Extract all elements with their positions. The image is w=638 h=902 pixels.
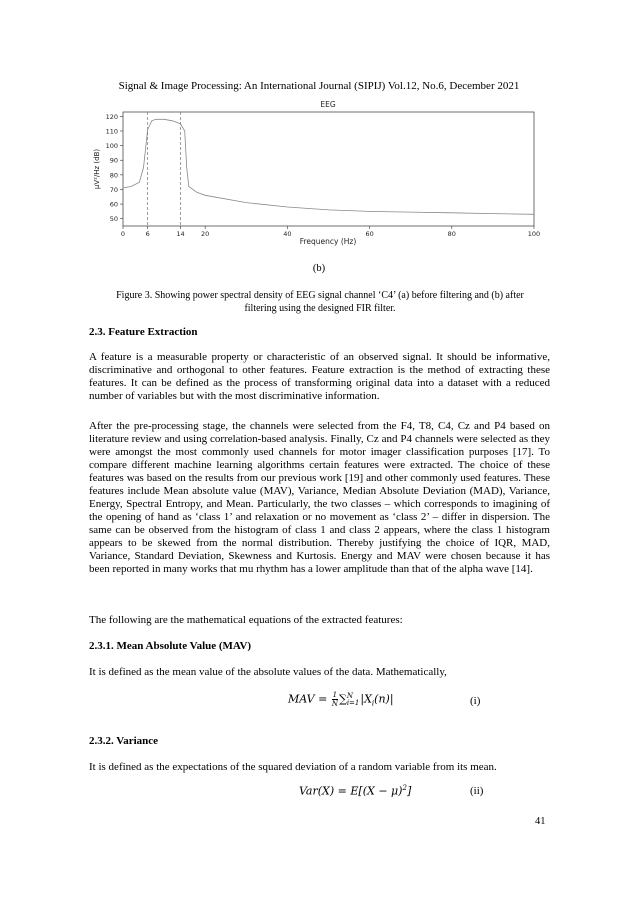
variance-description: It is defined as the expectations of the squared deviation of a random variable from its mean. (89, 761, 497, 773)
paragraph-1: A feature is a measurable property or characteristic of an observed signal. It should be informative, discriminative and orthogonal to other features. Feature extraction is the method of extracting these features. It can be defined as the process of transforming original data into a dataset with a reduced number of variables but with the most discriminative information. (89, 351, 550, 402)
x-tick-label: 0 (120, 230, 126, 238)
eq2-text: Var(X) = E[(X − μ) (299, 784, 403, 798)
section-heading: 2.3. Feature Extraction (89, 326, 198, 338)
paragraph-3: The following are the mathematical equations of the extracted features: (89, 614, 403, 626)
x-tick-label: 80 (447, 230, 456, 238)
equation-mav (288, 691, 394, 708)
x-tick-label: 40 (283, 230, 292, 238)
subsection-heading-variance: 2.3.2. Variance (89, 735, 159, 747)
eq1-sum-limits (347, 693, 360, 707)
y-tick-label: 100 (105, 142, 118, 151)
y-tick-label: 80 (109, 171, 118, 180)
eeg-psd-chart (80, 98, 550, 258)
y-tick-label: 70 (109, 185, 118, 194)
x-axis-label: Frequency (Hz) (299, 237, 357, 246)
eq1-fraction (332, 691, 338, 708)
subfigure-label: (b) (312, 263, 326, 274)
figure-caption (90, 290, 550, 315)
x-tick-label: 60 (365, 230, 374, 238)
eq2-sup: 2 (402, 784, 407, 792)
paragraph-2: After the pre-processing stage, the channels were selected from the F4, T8, C4, Cz and P4 based on literature review and using correlation-based analysis. Finally, Cz and P4 channels were selected as they were amongst the most commonly used channels for motor imager classification purposes [17]. To compare different machine learning algorithms certain features were extracted. The choice of these features was based on the results from our previous work [19] and other commonly used features. These features include Mean absolute value (MAV), Variance, Median Absolute Deviation (MAD), Variance, Energy, Spectral Entropy, and Mean. Particularly, the two classes – which corresponds to imagining of the opening of hand as ‘class 1’ and relaxation or no movement as ‘class 2’ – differ in dispersion. The same can be observed from the histogram of class 1 and class 2 appears, where the class 1 histogram appears to be skewed from the normal distribution. Thereby justifying the choice of IQR, MAD, Variance, Standard Deviation, Skewness and Kurtosis. Energy and MAV were chosen because it has been reported in many works that mu rhythm has a lower amplitude than that of the alpha wave [14]. (89, 420, 550, 575)
eq1-body-end: (n)| (374, 692, 394, 706)
equation-variance (299, 784, 411, 798)
mav-description: It is defined as the mean value of the absolute values of the data. Mathematically, (89, 666, 447, 678)
eq1-frac-den: N (331, 700, 338, 708)
x-tick-label: 20 (201, 230, 210, 238)
y-axis-ticks (106, 113, 123, 223)
y-tick-label: 90 (109, 156, 118, 165)
y-axis-label: µV²/Hz (dB) (93, 148, 101, 190)
eq1-lhs: MAV = (288, 692, 331, 706)
y-tick-label: 50 (109, 215, 118, 224)
eq2-end: ] (406, 784, 412, 798)
eq1-sum-sub: i=1 (346, 698, 360, 707)
series-line-eeg (123, 119, 534, 214)
x-tick-label: 100 (527, 230, 541, 238)
chart-title: EEG (320, 100, 336, 109)
equation-number-2: (ii) (470, 785, 484, 797)
equation-number-1: (i) (470, 695, 481, 707)
eq1-sum: ∑ (338, 692, 347, 706)
subsection-heading-mav: 2.3.1. Mean Absolute Value (MAV) (89, 640, 252, 652)
eq1-frac-num: 1 (332, 691, 338, 699)
x-tick-label: 14 (176, 230, 185, 238)
x-tick-label: 6 (145, 230, 150, 238)
eq1-sum-sup: N (346, 691, 353, 700)
caption-line-1: Figure 3. Showing power spectral density of EEG signal channel ‘C4’ (a) before filtering and (b) after (116, 290, 524, 301)
caption-line-2: filtering using the designed FIR filter. (244, 302, 396, 314)
running-header: Signal & Image Processing: An International Journal (SIPIJ) Vol.12, No.6, December 2021 (118, 80, 520, 92)
y-tick-label: 60 (109, 200, 118, 209)
y-tick-label: 120 (105, 112, 118, 121)
eq1-body: |X (360, 692, 372, 706)
y-tick-label: 110 (105, 127, 118, 136)
band-markers (148, 112, 181, 226)
page-number: 41 (535, 816, 546, 827)
plot-area (123, 112, 534, 226)
eq1-body-sub: i (371, 699, 375, 708)
